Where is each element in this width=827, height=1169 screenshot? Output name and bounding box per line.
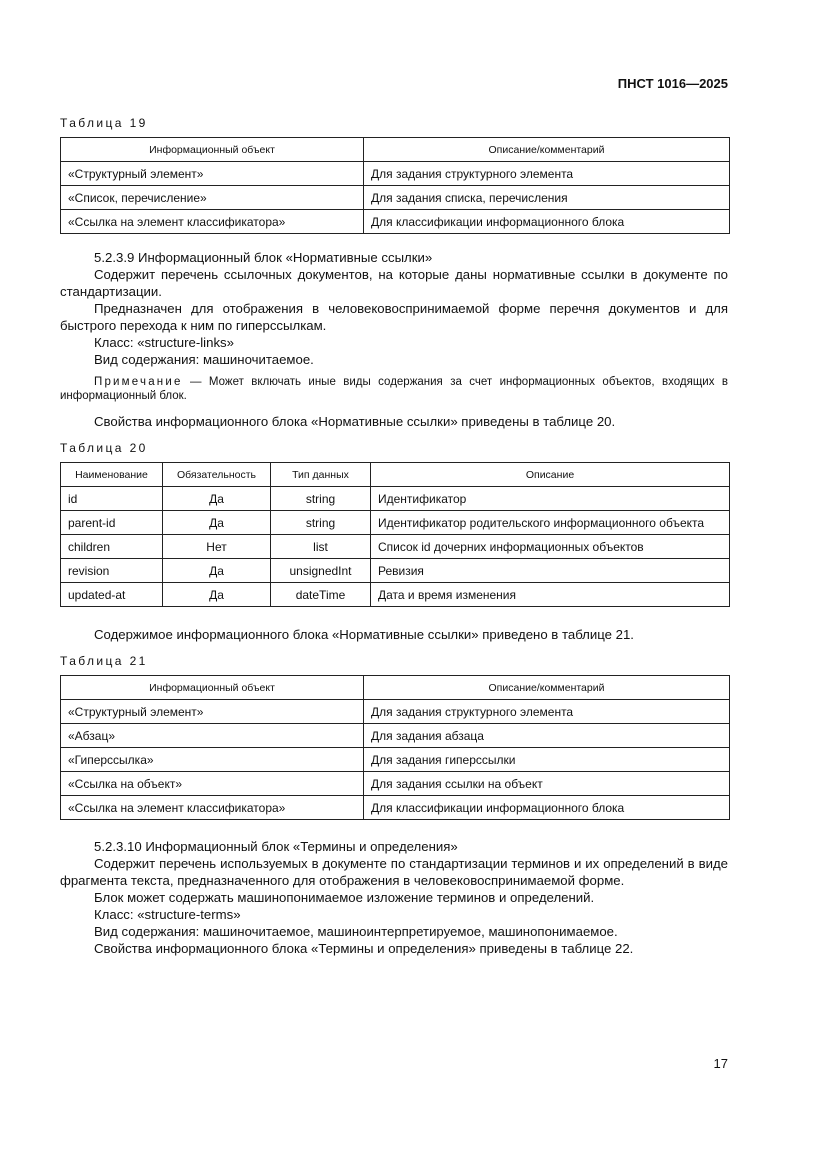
paragraph: Свойства информационного блока «Нормативные ссылки» приведены в таблице 20.	[94, 414, 616, 429]
document-code: ПНСТ 1016—2025	[617, 76, 728, 91]
column-header: Тип данных	[271, 463, 371, 487]
paragraph: Содержит перечень ссылочных документов, на которые даны нормативные ссылки в документе по стандартизации.	[60, 267, 728, 299]
table-cell: Идентификатор родительского информационного объекта	[371, 511, 730, 535]
table-cell: Дата и время изменения	[371, 583, 730, 607]
paragraph: Свойства информационного блока «Термины и определения» приведены в таблице 22.	[94, 941, 634, 956]
table-19	[60, 137, 730, 234]
page-number: 17	[713, 1056, 728, 1071]
table-row	[61, 724, 730, 748]
table-cell: list	[271, 535, 371, 559]
table-cell: Для задания списка, перечисления	[364, 186, 730, 210]
column-header: Информационный объект	[61, 138, 364, 162]
table-cell: children	[61, 535, 163, 559]
table-cell: Для задания абзаца	[364, 724, 730, 748]
table-cell: Для классификации информационного блока	[364, 796, 730, 820]
table-cell: Нет	[163, 535, 271, 559]
table-row	[61, 162, 730, 186]
table-cell: Для задания структурного элемента	[364, 162, 730, 186]
table-21	[60, 675, 730, 820]
table-cell: Для задания гиперссылки	[364, 748, 730, 772]
table-cell: string	[271, 511, 371, 535]
column-header: Описание/комментарий	[364, 676, 730, 700]
section-52310	[60, 838, 728, 957]
note	[60, 375, 728, 403]
table-20-caption: Таблица 20	[60, 441, 148, 455]
column-header: Описание/комментарий	[364, 138, 730, 162]
column-header: Информационный объект	[61, 676, 364, 700]
paragraph: Содержимое информационного блока «Нормативные ссылки» приведено в таблице 21.	[94, 627, 634, 642]
table-cell: Да	[163, 487, 271, 511]
table-19-caption: Таблица 19	[60, 116, 148, 130]
table-21-caption: Таблица 21	[60, 654, 148, 668]
paragraph: Вид содержания: машиночитаемое, машиноинтерпретируемое, машинопонимаемое.	[94, 924, 618, 939]
table-row	[61, 487, 730, 511]
column-header: Обязательность	[163, 463, 271, 487]
paragraph: Вид содержания: машиночитаемое.	[94, 352, 314, 367]
table-cell: id	[61, 487, 163, 511]
table-cell: Для задания структурного элемента	[364, 700, 730, 724]
table-cell: Да	[163, 559, 271, 583]
table-cell: «Список, перечисление»	[61, 186, 364, 210]
paragraph: Класс: «structure-terms»	[94, 907, 241, 922]
paragraph: Содержит перечень используемых в документе по стандартизации терминов и их определений в виде фрагмента текста, предназначенного для отображения в человековоспринимаемой форме.	[60, 856, 728, 888]
paragraph-after-table-20	[60, 626, 728, 643]
paragraph: Блок может содержать машинопонимаемое изложение терминов и определений.	[94, 890, 595, 905]
table-cell: parent-id	[61, 511, 163, 535]
table-cell: Список id дочерних информационных объектов	[371, 535, 730, 559]
table-row	[61, 559, 730, 583]
table-cell: «Ссылка на объект»	[61, 772, 364, 796]
table-cell: unsignedInt	[271, 559, 371, 583]
note-text: — Может включать иные виды содержания за счет информационных объектов, входящих в информационный блок.	[60, 376, 728, 402]
table-cell: updated-at	[61, 583, 163, 607]
table-cell: Для задания ссылки на объект	[364, 772, 730, 796]
note-label: Примечание	[94, 376, 183, 388]
table-cell: «Ссылка на элемент классификатора»	[61, 210, 364, 234]
table-cell: Для классификации информационного блока	[364, 210, 730, 234]
table-cell: «Структурный элемент»	[61, 162, 364, 186]
table-cell: revision	[61, 559, 163, 583]
section-heading: 5.2.3.10 Информационный блок «Термины и определения»	[94, 839, 458, 854]
table-row	[61, 796, 730, 820]
table-header-row	[61, 676, 730, 700]
table-row	[61, 772, 730, 796]
table-20	[60, 462, 730, 607]
table-cell: «Структурный элемент»	[61, 700, 364, 724]
table-row	[61, 210, 730, 234]
table-row	[61, 535, 730, 559]
table-cell: «Гиперссылка»	[61, 748, 364, 772]
table-cell: string	[271, 487, 371, 511]
table-cell: dateTime	[271, 583, 371, 607]
column-header: Наименование	[61, 463, 163, 487]
table-cell: «Абзац»	[61, 724, 364, 748]
section-5239-tail	[60, 413, 728, 430]
table-cell: Ревизия	[371, 559, 730, 583]
paragraph: Предназначен для отображения в человековоспринимаемой форме перечня документов и для быстрого перехода к ним по гиперссылкам.	[60, 301, 728, 333]
table-cell: Идентификатор	[371, 487, 730, 511]
table-cell: Да	[163, 511, 271, 535]
table-row	[61, 748, 730, 772]
table-cell: «Ссылка на элемент классификатора»	[61, 796, 364, 820]
column-header: Описание	[371, 463, 730, 487]
table-header-row	[61, 138, 730, 162]
table-row	[61, 511, 730, 535]
table-cell: Да	[163, 583, 271, 607]
table-header-row	[61, 463, 730, 487]
section-5239	[60, 249, 728, 368]
table-row	[61, 583, 730, 607]
table-row	[61, 186, 730, 210]
table-row	[61, 700, 730, 724]
paragraph: Класс: «structure-links»	[94, 335, 234, 350]
section-heading: 5.2.3.9 Информационный блок «Нормативные ссылки»	[94, 250, 433, 265]
